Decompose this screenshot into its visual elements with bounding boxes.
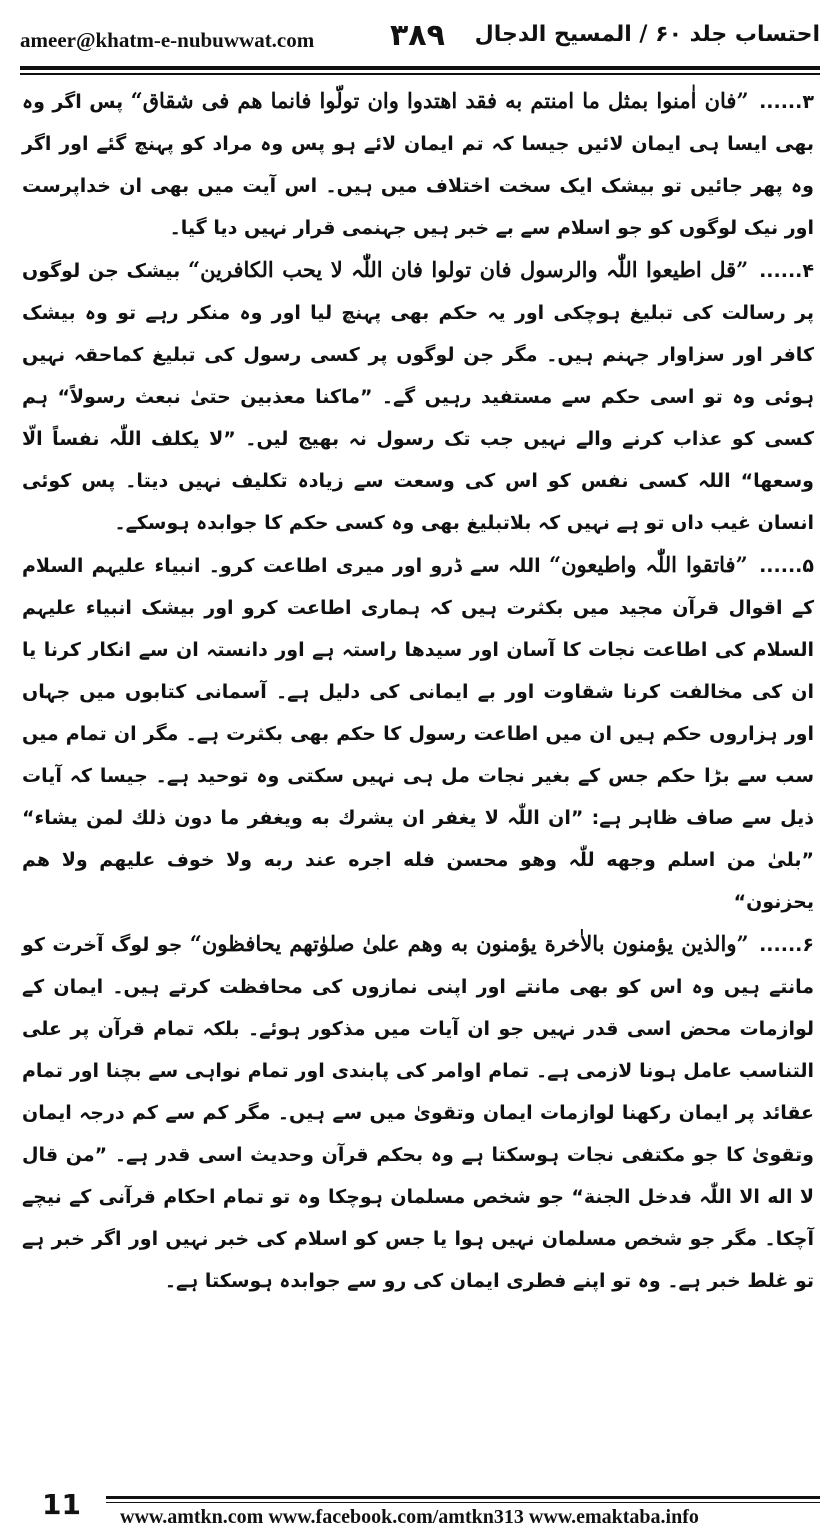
paragraph-number: ۵...... [759, 555, 814, 577]
footer-number: 11 [42, 1488, 81, 1521]
paragraph-text: پس اگر وہ بھی ایسا ہی ایمان لائیں جیسا کہ تم ایمان لائے ہو پس وہ مراد کو پہنچ گئے اور اگر وہ پھر جائیں تو بیشک ایک سخت اختلاف میں ہیں۔ اس آیت میں بھی ان خداپرست اور نیک لوگوں کو جو اسلام سے بے خبر ہیں جہنمی قرار نہیں دیا گیا۔ [22, 91, 814, 239]
paragraph-number: ۴...... [759, 260, 814, 282]
header-email: ameer@khatm-e-nubuwwat.com [20, 28, 315, 52]
footer-urls: www.amtkn.com www.facebook.com/amtkn313 www.emaktaba.info [120, 1506, 699, 1528]
paragraph-text: بیشک جن لوگوں پر رسالت کی تبلیغ ہوچکی اور یہ حکم بھی پہنچ لیا اور وہ منکر رہے تو وہ بیشک کافر اور سزاوار جہنم ہیں۔ مگر جن لوگوں پر کسی رسول کی تبلیغ کماحقہ نہیں ہوئی وہ تو اسی حکم سے مستفید رہیں گے۔ ”ماکنا معذبین حتیٰ نبعث رسولاً“ ہم کسی کو عذاب کرنے والے نہیں جب تک رسول نہ بھیج لیں۔ ”لا یکلف اللّٰہ نفساً الّا وسعها“ اللہ کسی نفس کو اس کی وسعت سے زیادہ تکلیف نہیں دیتا۔ پس کوئی انسان غیب داں تو ہے نہیں کہ بلاتبلیغ بھی وہ کسی حکم کا جوابدہ ہوسکے۔ [22, 260, 814, 534]
footer-rule-thin [106, 1502, 820, 1503]
paragraph-number: ۶...... [759, 934, 814, 956]
header-rule-thin [20, 73, 820, 75]
arabic-quote: ”فاتقوا اللّٰہ واطیعون“ [549, 552, 748, 577]
paragraph-6 [22, 923, 814, 1302]
paragraph-3 [22, 80, 814, 249]
page-number: ۳۸۹ [390, 18, 445, 53]
paragraph-number: ۳...... [759, 91, 814, 113]
page-body [22, 80, 814, 1485]
page-header [20, 14, 820, 72]
arabic-quote: ”والذین یؤمنون بالاٰخرة یؤمنون به وهم علیٰ صلوٰتهم یحافظون“ [189, 931, 749, 956]
arabic-quote: ”فان اٰمنوا بمثل ما امنتم به فقد اهتدوا وان تولّوا فانما هم فی شقاق“ [130, 88, 749, 113]
running-title: احتساب جلد ۶۰ / المسیح الدجال [474, 22, 820, 47]
header-rule [20, 66, 820, 70]
page-footer [20, 1488, 820, 1532]
footer-rule [106, 1496, 820, 1499]
paragraph-5 [22, 544, 814, 923]
arabic-quote: ”قل اطیعوا اللّٰہ والرسول فان تولوا فان اللّٰہ لا یحب الکافرین“ [188, 257, 749, 282]
paragraph-4 [22, 249, 814, 544]
paragraph-text: اللہ سے ڈرو اور میری اطاعت کرو۔ انبیاء علیہم السلام کے اقوال قرآن مجید میں بکثرت ہیں کہ ہماری اطاعت کرو اور بیشک انبیاء علیہم السلام کی اطاعت نجات کا آسان اور سیدھا راستہ ہے اور دانستہ ان سے انکار کرنا یا ان کی مخالفت کرنا شقاوت اور بے ایمانی کی دلیل ہے۔ آسمانی کتابوں میں جہاں اور ہزاروں حکم ہیں ان میں اطاعت رسول کا حکم بھی بکثرت ہے۔ مگر ان تمام میں سب سے بڑا حکم جس کے بغیر نجات مل ہی نہیں سکتی وہ توحید ہے۔ جیسا کہ آیات ذیل سے صاف ظاہر ہے: ”ان اللّٰہ لا یغفر ان یشرك به ویغفر ما دون ذلك لمن یشاء“ ”بلیٰ من اسلم وجهه للّٰہ وهو محسن فله اجره عند ربه ولا خوف علیهم ولا هم یحزنون“ [22, 555, 814, 913]
paragraph-text: جو لوگ آخرت کو مانتے ہیں وہ اس کو بھی مانتے اور اپنی نمازوں کی محافظت کرتے ہیں۔ ایمان کے لوازمات محض اسی قدر نہیں جو ان آیات میں مذکور ہوئے۔ بلکہ تمام قرآن پر علی التناسب عامل ہونا لازمی ہے۔ تمام اوامر کی پابندی اور تمام نواہی سے بچنا اور تمام عقائد پر ایمان رکھنا لوازمات ایمان وتقویٰ میں سے ہیں۔ مگر کم سے کم درجہ ایمان وتقویٰ کا جو مکتفی نجات ہوسکتا ہے وہ بحکم قرآن وحدیث اسی قدر ہے۔ ”من قال لا اله الا اللّٰہ فدخل الجنة“ جو شخص مسلمان ہوچکا وہ تو تمام احکام قرآنی کے نیچے آچکا۔ مگر جو شخص مسلمان نہیں ہوا یا جس کو اسلام کی خبر نہیں اور اگر خبر ہے تو غلط خبر ہے۔ وہ تو اپنے فطری ایمان کی رو سے جوابدہ ہوسکتا ہے۔ [22, 934, 814, 1292]
